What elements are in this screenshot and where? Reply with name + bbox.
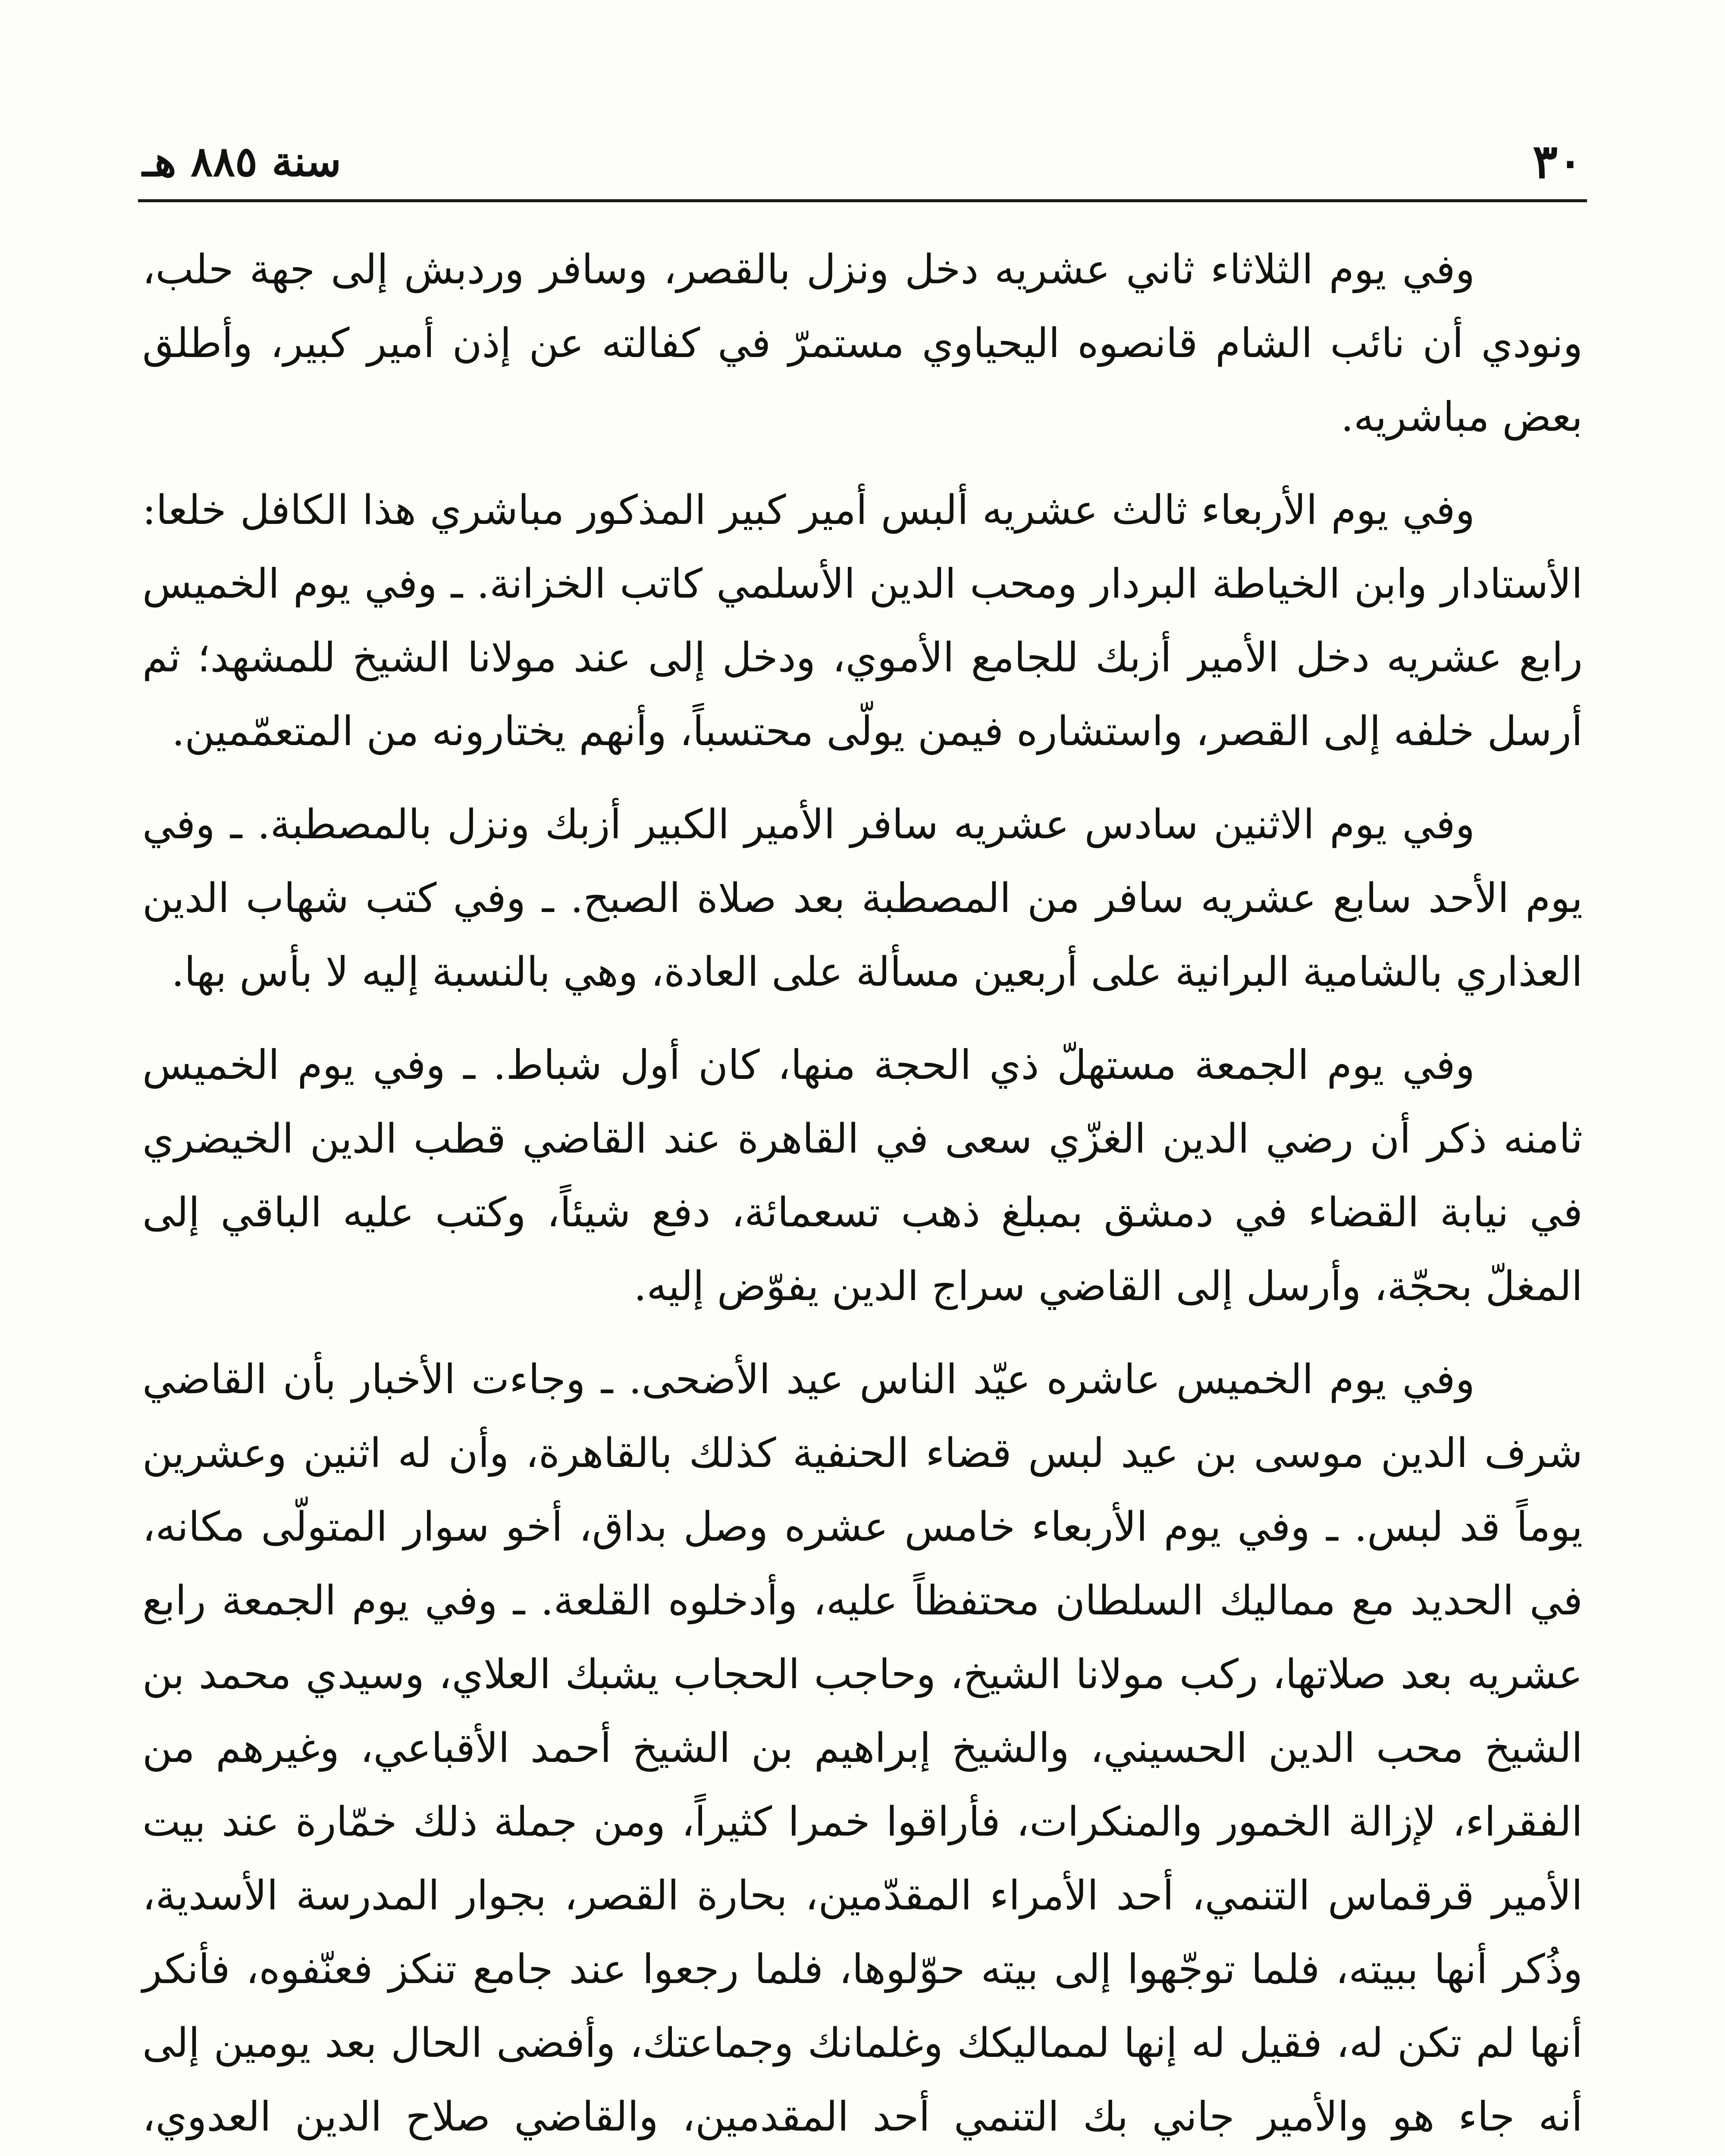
paragraph: وفي يوم الاثنين سادس عشريه سافر الأمير الكبير أزبك ونزل بالمصطبة. ـ وفي يوم الأحد سابع عشريه سافر من المصطبة بعد صلاة الصبح. ـ وفي كتب شهاب الدين العذاري بالشامية البرانية على أربعين مسألة على العادة، وهي بالنسبة إليه لا بأس بها.	[142, 801, 1583, 996]
paragraph: وفي يوم الخميس عاشره عيّد الناس عيد الأضحى. ـ وجاءت الأخبار بأن القاضي شرف الدين موسى بن عيد لبس قضاء الحنفية كذلك بالقاهرة، وأن له اثنين وعشرين يوماً قد لبس. ـ وفي يوم الأربعاء خامس عشره وصل بداق، أخو سوار المتولّى مكانه، في الحديد مع مماليك السلطان محتفظاً عليه، وأدخلوه القلعة. ـ وفي يوم الجمعة رابع عشريه بعد صلاتها، ركب مولانا الشيخ، وحاجب الحجاب يشبك العلاي، وسيدي محمد بن الشيخ محب الدين الحسيني، والشيخ إبراهيم بن الشيخ أحمد الأقباعي، وغيرهم من الفقراء، لإزالة الخمور والمنكرات، فأراقوا خمرا كثيراً، ومن جملة ذلك خمّارة عند بيت الأمير قرقماس التنمي، أحد الأمراء المقدّمين، بحارة القصر، بجوار المدرسة الأسدية، وذُكر أنها ببيته، فلما توجّهوا إلى بيته حوّلوها، فلما رجعوا عند جامع تنكز فعنّفوه، فأنكر أنها لم تكن له، فقيل له إنها لمماليكك وغلمانك وجماعتك، وأفضى الحال بعد يومين إلى أنه جاء هو والأمير جاني بك التنمي أحد المقدمين، والقاضي صلاح الدين العدوي،	[142, 1356, 1583, 2140]
page-header	[138, 125, 1587, 198]
paragraph: وفي يوم الجمعة مستهلّ ذي الحجة منها، كان أول شباط. ـ وفي يوم الخميس ثامنه ذكر أن رضي الدين الغزّي سعى في القاهرة عند القاضي قطب الدين الخيضري في نيابة القضاء في دمشق بمبلغ ذهب تسعمائة، دفع شيئاً، وكتب عليه الباقي إلى المغلّ بحجّة، وأرسل إلى القاضي سراج الدين يفوّض إليه.	[142, 1042, 1583, 1310]
paragraph: وفي يوم الأربعاء ثالث عشريه ألبس أمير كبير المذكور مباشري هذا الكافل خلعا: الأستادار وابن الخياطة البردار ومحب الدين الأسلمي كاتب الخزانة. ـ وفي يوم الخميس رابع عشريه دخل الأمير أزبك للجامع الأموي، ودخل إلى عند مولانا الشيخ للمشهد؛ ثم أرسل خلفه إلى القصر، واستشاره فيمن يولّى محتسباً، وأنهم يختارونه من المتعمّمين.	[142, 487, 1583, 755]
running-head-year: سنة ٨٨٥ هـ	[142, 137, 342, 186]
body-text	[142, 233, 1583, 2156]
header-divider	[138, 199, 1587, 202]
paragraph: وفي يوم الثلاثاء ثاني عشريه دخل ونزل بالقصر، وسافر وردبش إلى جهة حلب، ونودي أن نائب الشام قانصوه اليحياوي مستمرّ في كفالته عن إذن أمير كبير، وأطلق بعض مباشريه.	[142, 246, 1583, 441]
page-number: ٣٠	[1532, 135, 1583, 189]
